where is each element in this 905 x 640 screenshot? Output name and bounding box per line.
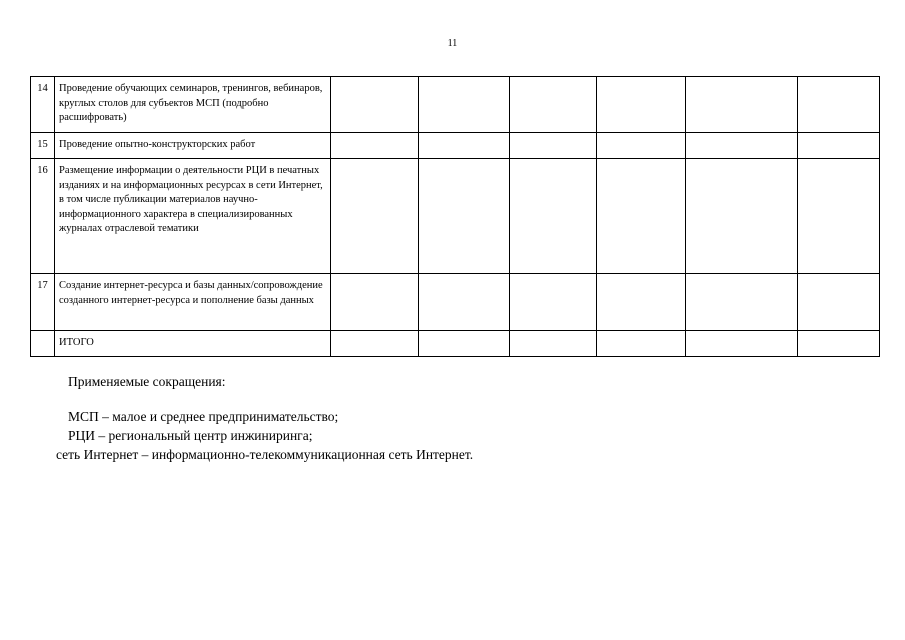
table-cell — [597, 274, 686, 331]
row-number: 17 — [31, 274, 55, 331]
row-number — [31, 331, 55, 357]
table-cell — [510, 133, 597, 159]
table-cell — [686, 159, 798, 274]
table-cell — [597, 77, 686, 133]
row-description: Проведение обучающих семинаров, тренингов, вебинаров, круглых столов для субъектов МСП (подробно расшифровать) — [55, 77, 331, 133]
table-row — [31, 133, 880, 159]
row-description: Проведение опытно-конструкторских работ — [55, 133, 331, 159]
total-label: ИТОГО — [55, 331, 331, 357]
table-cell — [798, 331, 880, 357]
table-cell — [331, 331, 419, 357]
table-cell — [510, 159, 597, 274]
activities-table — [30, 76, 880, 357]
table-cell — [686, 331, 798, 357]
table-cell — [798, 159, 880, 274]
abbreviation-item: МСП – малое и среднее предпринимательство; — [68, 409, 339, 424]
table-cell — [597, 133, 686, 159]
table-cell — [798, 274, 880, 331]
row-number: 16 — [31, 159, 55, 274]
table-cell — [419, 133, 510, 159]
table-row-total — [31, 331, 880, 357]
table-cell — [331, 77, 419, 133]
row-number: 14 — [31, 77, 55, 133]
table-cell — [331, 274, 419, 331]
table-cell — [686, 274, 798, 331]
table-cell — [798, 77, 880, 133]
table-cell — [419, 331, 510, 357]
table-row — [31, 274, 880, 331]
table-cell — [686, 77, 798, 133]
table-cell — [331, 133, 419, 159]
table-cell — [331, 159, 419, 274]
table-row — [31, 77, 880, 133]
table-cell — [419, 274, 510, 331]
table-cell — [419, 77, 510, 133]
row-description: Создание интернет-ресурса и базы данных/сопровождение созданного интернет-ресурса и пополнение базы данных — [55, 274, 331, 331]
abbreviation-item: РЦИ – региональный центр инжиниринга; — [68, 428, 313, 443]
page-number: 11 — [447, 38, 458, 49]
table-cell — [597, 159, 686, 274]
table-cell — [419, 159, 510, 274]
abbreviation-item: сеть Интернет – информационно-телекоммуникационная сеть Интернет. — [56, 447, 474, 462]
table-cell — [597, 331, 686, 357]
table-cell — [686, 133, 798, 159]
table-cell — [510, 331, 597, 357]
abbreviations-section — [56, 372, 474, 464]
table-cell — [510, 77, 597, 133]
table-cell — [510, 274, 597, 331]
table-row — [31, 159, 880, 274]
abbreviations-heading: Применяемые сокращения: — [68, 374, 226, 389]
row-number: 15 — [31, 133, 55, 159]
table-cell — [798, 133, 880, 159]
row-description: Размещение информации о деятельности РЦИ в печатных изданиях и на информационных ресурсах в сети Интернет, в том числе публикации материалов научно-информационного характера в специализированных журналах отраслевой тематики — [55, 159, 331, 274]
